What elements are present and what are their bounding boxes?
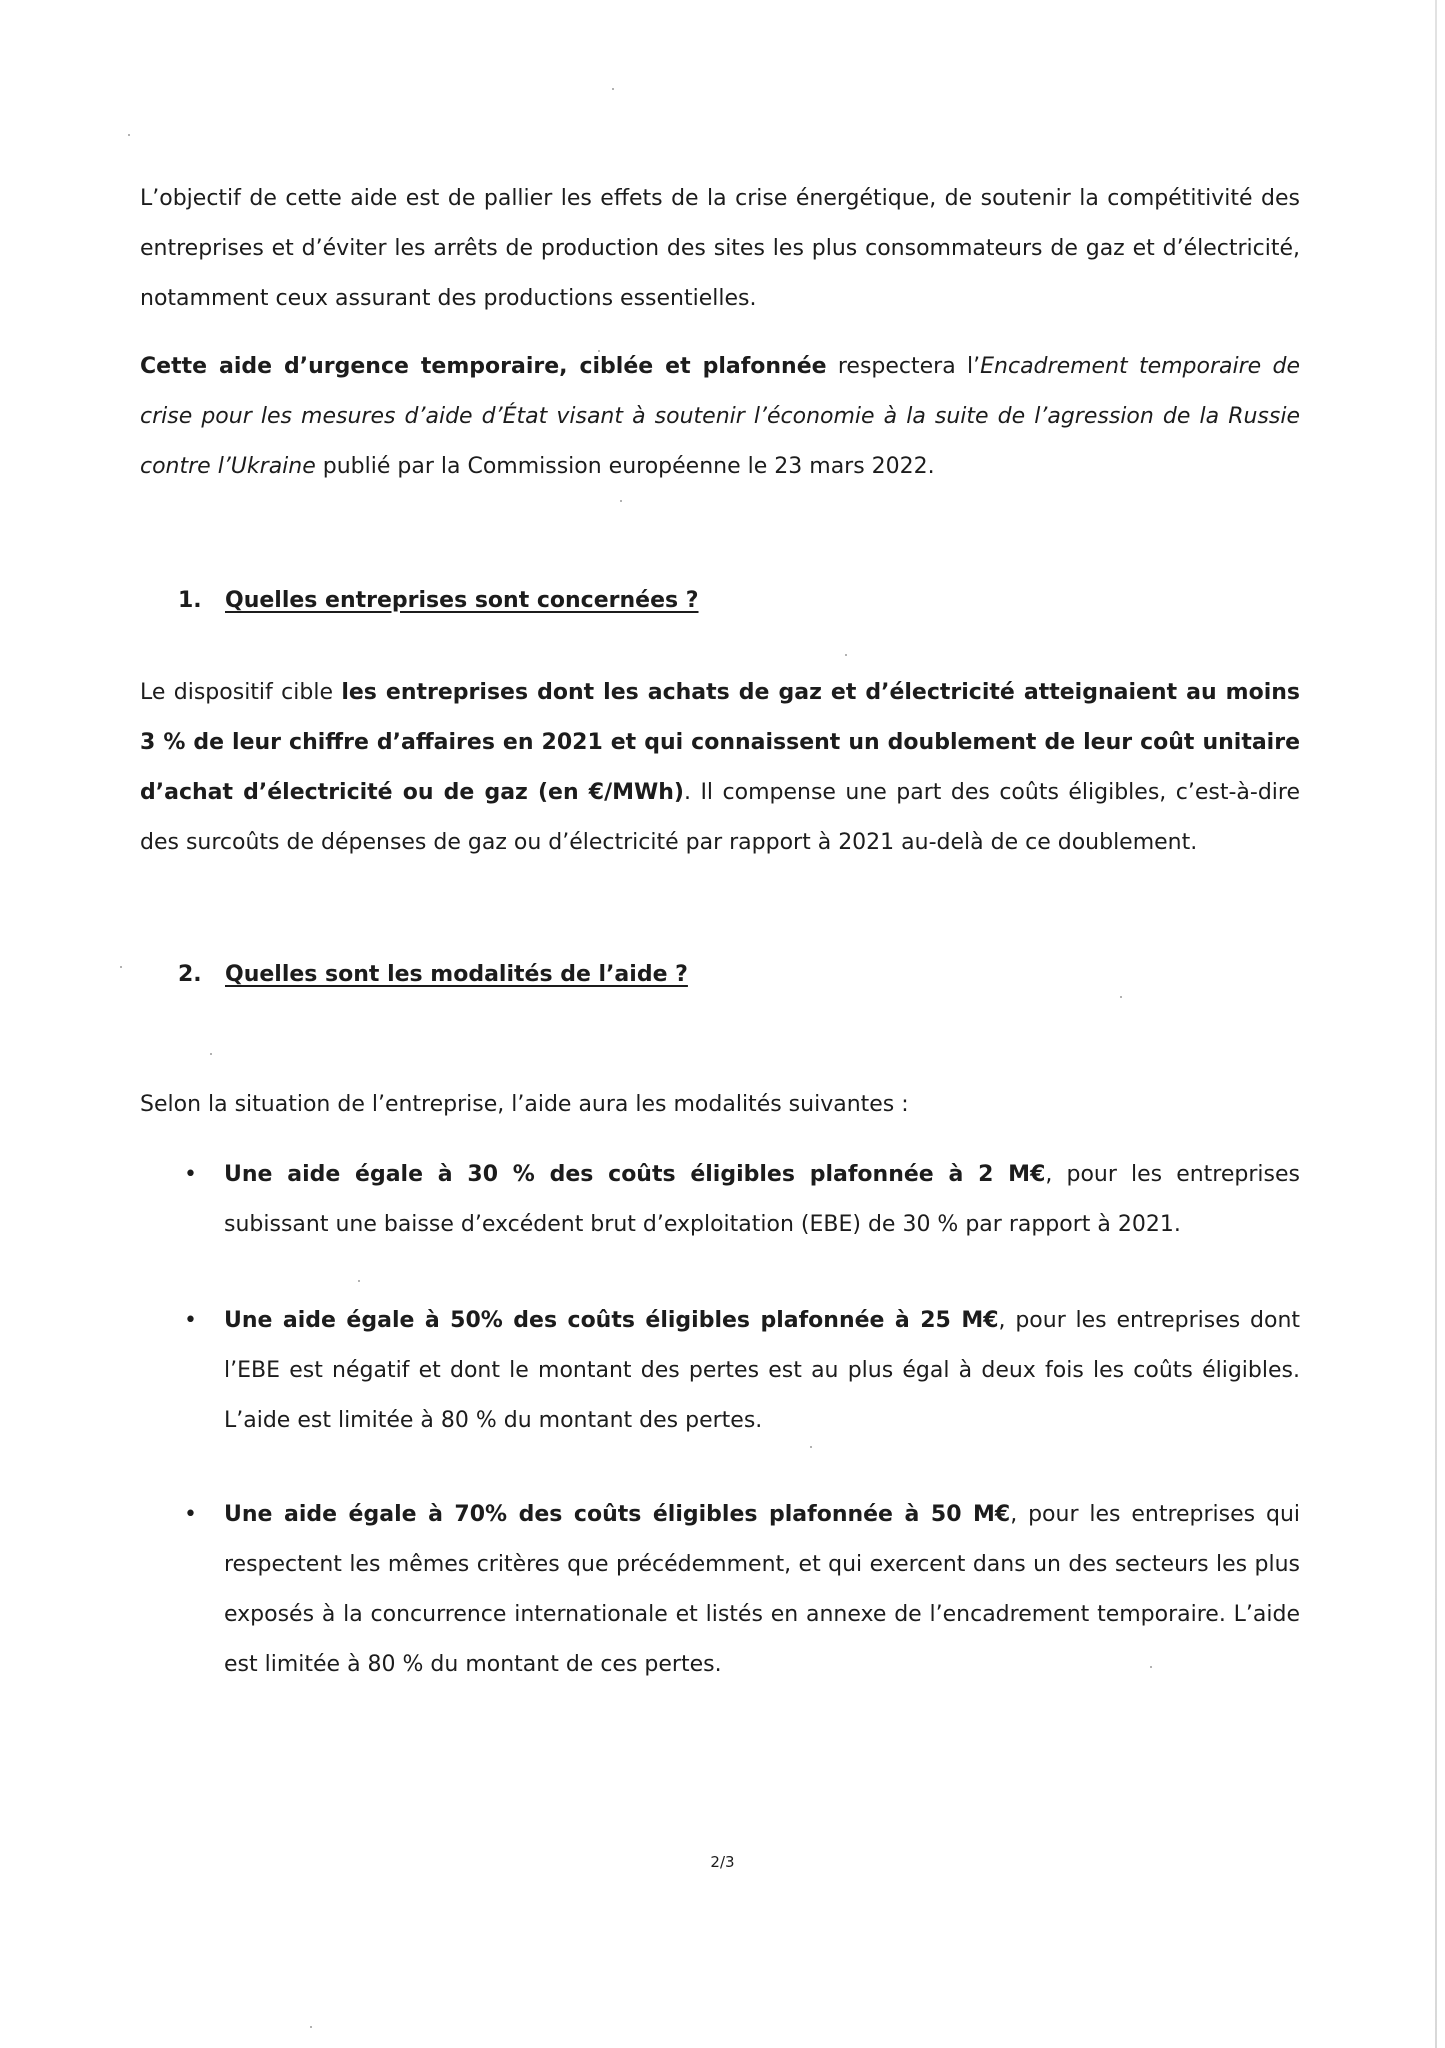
scan-edge-line [1435,0,1437,2048]
scan-speck [1120,996,1122,998]
urgence-bold-text: Cette aide d’urgence temporaire, ciblée et plafonnée [140,354,827,379]
list-item-text [224,1150,1300,1250]
list-item-text [224,1490,1300,1690]
section-title: Quelles entreprises sont concernées ? [225,588,699,613]
urgence-paragraph [140,342,1300,492]
cible-end-text: . Il compense une part des coûts éligibles, c’est-à-dire des surcoûts de dépenses de gaz ou d’électricité par rapport à 2021 au-delà de ce doublement. [140,780,1300,855]
section-heading-2 [178,950,688,1000]
scan-speck [612,88,614,90]
list-item [184,1296,1300,1446]
section-heading-1 [178,576,699,626]
scan-speck [358,1280,360,1282]
list-item-text [224,1296,1300,1446]
scan-speck [120,966,122,968]
bullet-icon: • [184,1502,197,1527]
page-number: 2/3 [710,1853,735,1871]
urgence-middle-text: respectera l’ [826,354,981,379]
scan-speck [210,1053,212,1055]
cible-paragraph [140,668,1300,868]
list-item [184,1150,1300,1250]
scan-speck [598,350,600,352]
scan-speck [1150,1666,1152,1668]
intro-paragraph [140,174,1300,324]
modalites-intro-text: Selon la situation de l’entreprise, l’aide aura les modalités suivantes : [140,1092,909,1117]
list-item-rest-text: , pour les entreprises dont l’EBE est négatif et dont le montant des pertes est au plus égal à deux fois les coûts éligibles. L’aide est limitée à 80 % du montant des pertes. [224,1308,1301,1433]
section-number: 2. [178,962,202,987]
section-title: Quelles sont les modalités de l’aide ? [225,962,688,987]
cible-bold-text: les entreprises dont les achats de gaz et d’électricité atteignaient au moins 3 % de leur chiffre d’affaires en 2021 et qui connaissent un doublement de leur coût unitaire d’achat d’électricité ou de gaz (en €/MWh) [140,680,1300,805]
list-item-bold-text: Une aide égale à 70% des coûts éligibles plafonnée à 50 M€ [224,1502,1011,1527]
urgence-italic-text: Encadrement temporaire de crise pour les mesures d’aide d’État visant à soutenir l’économie à la suite de l’agression de la Russie contre l’Ukraine [140,354,1300,479]
list-item-bold-text: Une aide égale à 30 % des coûts éligibles plafonnée à 2 M€ [224,1162,1046,1187]
list-item-rest-text: , pour les entreprises qui respectent les mêmes critères que précédemment, et qui exercent dans un des secteurs les plus exposés à la concurrence internationale et listés en annexe de l’encadrement temporaire. L’aide est limitée à 80 % du montant de ces pertes. [224,1502,1301,1677]
modalites-intro-paragraph [140,1080,1300,1130]
scan-speck [128,134,130,136]
urgence-end-text: publié par la Commission européenne le 23 mars 2022. [315,454,935,479]
scan-speck [845,654,847,656]
list-item-rest-text: , pour les entreprises subissant une baisse d’excédent brut d’exploitation (EBE) de 30 % par rapport à 2021. [224,1162,1300,1237]
scan-speck [620,500,622,502]
scan-speck [310,2026,312,2028]
list-item [184,1490,1300,1690]
section-number: 1. [178,588,202,613]
intro-text: L’objectif de cette aide est de pallier les effets de la crise énergétique, de soutenir la compétitivité des entreprises et d’éviter les arrêts de production des sites les plus consommateurs de gaz et d’électricité, notamment ceux assurant des productions essentielles. [140,186,1300,311]
list-item-bold-text: Une aide égale à 50% des coûts éligibles plafonnée à 25 M€ [224,1308,999,1333]
scan-speck [810,1446,812,1448]
bullet-icon: • [184,1162,197,1187]
bullet-icon: • [184,1308,197,1333]
cible-start-text: Le dispositif cible [140,680,342,705]
